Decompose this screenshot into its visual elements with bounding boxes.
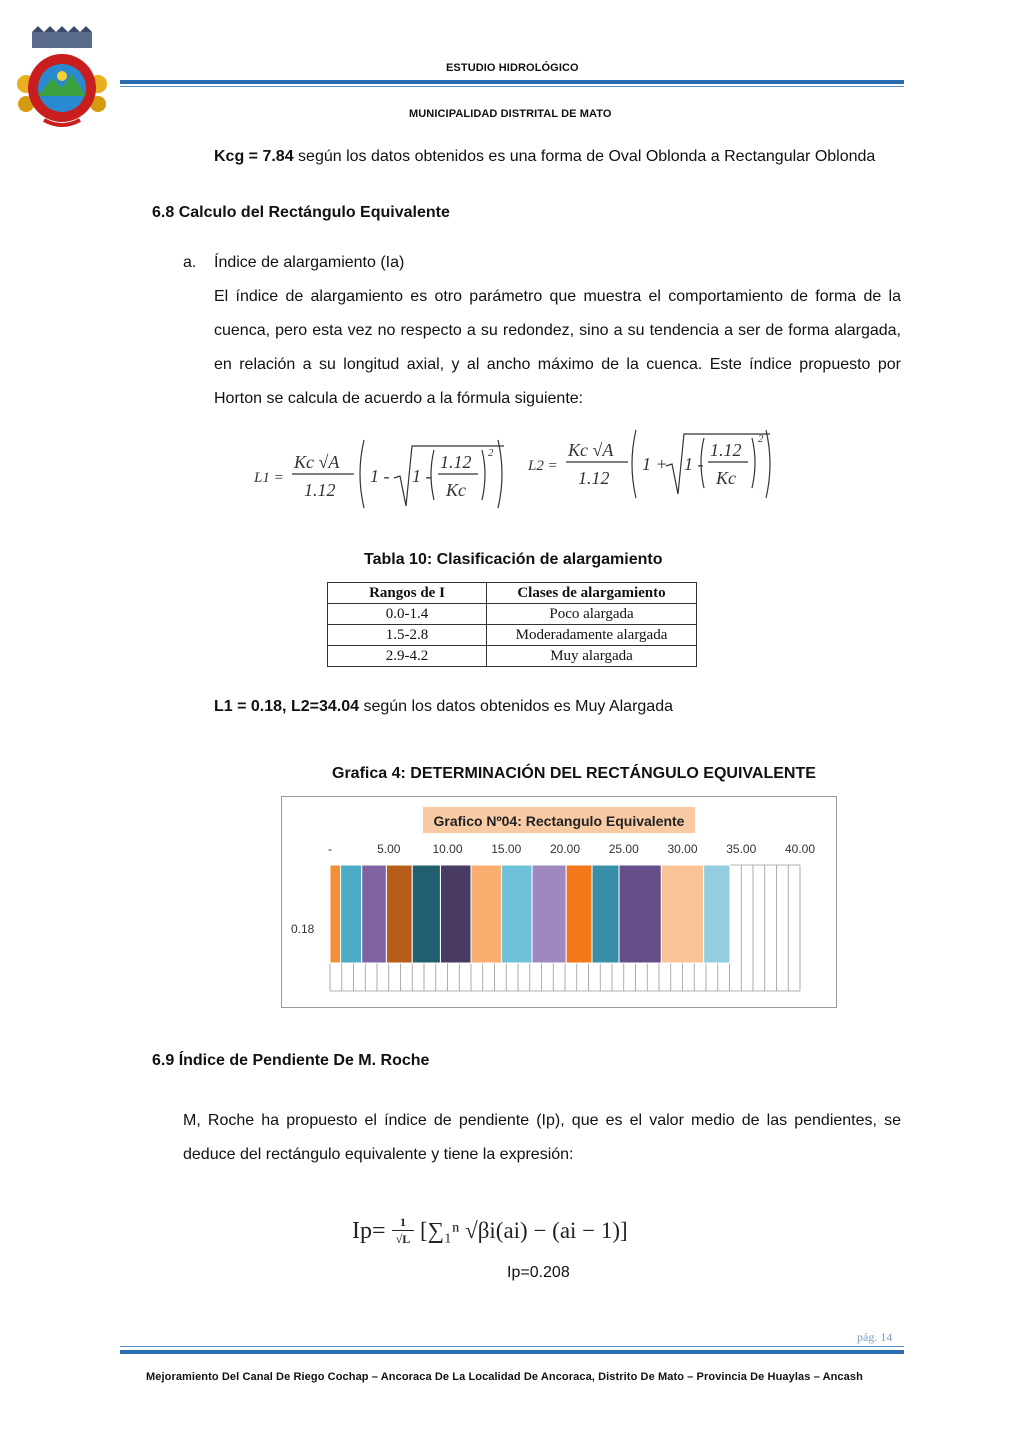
equivalent-rectangle-chart (281, 796, 837, 1008)
elongation-table (327, 582, 697, 667)
chart-bar-segment (704, 865, 730, 963)
elongation-formula (252, 426, 782, 514)
roche-frac-num: 1 (392, 1214, 414, 1231)
formula-l2-num: Kc √A (568, 440, 614, 460)
chart-bar-segment (362, 865, 387, 963)
chart-bar-segment (592, 865, 619, 963)
table-row (328, 625, 697, 646)
crest-icon (14, 26, 110, 134)
page-number: pág. 14 (857, 1330, 893, 1344)
formula-l2-label: L2 = (528, 458, 558, 474)
chart-y-label: 0.18 (291, 922, 315, 936)
formula-l1-num: Kc √A (294, 452, 340, 472)
l-result-value: L1 = 0.18, L2=34.04 (214, 698, 359, 715)
formula-l2-den: 1.12 (578, 468, 610, 488)
header-subtitle: MUNICIPALIDAD DISTRITAL DE MATO (409, 108, 612, 120)
ip-result: Ip=0.208 (507, 1264, 570, 1281)
formula-l2-op: 1 + (642, 454, 668, 474)
chart-tick-label: 20.00 (549, 842, 581, 856)
formula-l2-inner: 1 - (684, 454, 704, 474)
chart-bar-segment (661, 865, 703, 963)
table-cell: Muy alargada (487, 646, 697, 667)
l-result-text: según los datos obtenidos es Muy Alargada (359, 698, 673, 715)
chart-tick-label: 15.00 (491, 842, 522, 856)
grafica-4-caption: Grafica 4: DETERMINACIÓN DEL RECTÁNGULO EQUIVALENTE (332, 765, 816, 782)
chart-bar-segment (440, 865, 471, 963)
header-title: ESTUDIO HIDROLÓGICO (446, 62, 579, 74)
table-cell: 1.5-2.8 (328, 625, 487, 646)
header-divider (120, 80, 904, 84)
chart-svg (282, 797, 836, 1007)
chart-title: Grafico Nº04: Rectangulo Equivalente (433, 813, 685, 829)
chart-bar-segment (566, 865, 592, 963)
crest-logo (14, 26, 110, 134)
footer-divider (120, 1350, 904, 1354)
formula-l1-frac-num: 1.12 (440, 452, 472, 472)
formula-l2-frac-den: Kc (716, 468, 736, 488)
formula-l1-inner: 1 - (412, 466, 432, 486)
chart-tick-label: 30.00 (667, 842, 698, 856)
chart-tick-label: 40.00 (784, 842, 816, 856)
formula-l1-frac-den: Kc (446, 480, 466, 500)
chart-tick-label: - (328, 842, 332, 856)
roche-formula (352, 1212, 682, 1260)
section-6-9-title: 6.9 Índice de Pendiente De M. Roche (152, 1052, 430, 1069)
item-a-marker: a. (183, 254, 197, 271)
paragraph-line: en relación a su longitud axial, y al ancho máximo de la cuenca. Este índice propuesto por (214, 356, 901, 373)
formula-l1-op: 1 - (370, 466, 390, 486)
chart-bar-segment (412, 865, 440, 963)
table-header-cell: Clases de alargamiento (487, 583, 697, 604)
table-header-cell: Rangos de I (328, 583, 487, 604)
footer-text: Mejoramiento Del Canal De Riego Cochap – Ancoraca De La Localidad De Ancoraca, Distrito De Mato – Provincia De Huaylas – Ancash (146, 1371, 863, 1383)
chart-tick-label: 5.00 (377, 842, 401, 856)
table-cell: Poco alargada (487, 604, 697, 625)
chart-bar-segment (619, 865, 661, 963)
chart-bar-segment (532, 865, 566, 963)
roche-formula-lhs: Ip= (352, 1218, 386, 1244)
chart-tick-label: 10.00 (432, 842, 463, 856)
formula-l2-frac-num: 1.12 (710, 440, 742, 460)
paragraph-line: M, Roche ha propuesto el índice de pendiente (Ip), que es el valor medio de las pendientes, se (183, 1112, 901, 1129)
formula-l1-exp: 2 (488, 447, 494, 459)
paragraph-6-9 (183, 1104, 901, 1172)
chart-bar-segment (330, 865, 341, 963)
chart-bar-segment (341, 865, 362, 963)
paragraph-line: Horton se calcula de acuerdo a la fórmula siguiente: (214, 390, 584, 407)
chart-bar-segment (386, 865, 412, 963)
paragraph-line: cuenca, pero esta vez no respecto a su redondez, sino a su tendencia a ser de forma alargada, (214, 322, 901, 339)
chart-bar-segment (471, 865, 502, 963)
roche-formula-rhs: [∑₁ⁿ √βi(ai) − (ai − 1)] (420, 1218, 628, 1243)
kcg-line (214, 140, 875, 174)
kcg-value: Kcg = 7.84 (214, 148, 294, 165)
chart-tick-label: 35.00 (726, 842, 757, 856)
table-cell: 2.9-4.2 (328, 646, 487, 667)
roche-frac-den: √L (395, 1232, 411, 1246)
formula-graphic (252, 426, 782, 514)
header-divider-thin (120, 86, 904, 87)
formula-l1-den: 1.12 (304, 480, 336, 500)
kcg-text: según los datos obtenidos es una forma de Oval Oblonda a Rectangular Oblonda (293, 148, 876, 165)
item-a-title: Índice de alargamiento (Ia) (214, 254, 405, 271)
formula-l2-exp: 2 (758, 433, 764, 445)
roche-formula-frac (392, 1214, 414, 1247)
l-result-line (214, 690, 673, 724)
table-row (328, 646, 697, 667)
table-header-row (328, 583, 697, 604)
paragraph-line: deduce del rectángulo equivalente y tiene la expresión: (183, 1146, 574, 1163)
paragraph-line: El índice de alargamiento es otro parámetro que muestra el comportamiento de forma de la (214, 288, 901, 305)
footer-divider-thin (120, 1346, 904, 1347)
chart-tick-label: 25.00 (608, 842, 639, 856)
table-cell: Moderadamente alargada (487, 625, 697, 646)
table-row (328, 604, 697, 625)
section-6-8-title: 6.8 Calculo del Rectángulo Equivalente (152, 204, 450, 221)
table-10-caption: Tabla 10: Clasificación de alargamiento (364, 551, 663, 568)
paragraph-6-8 (214, 280, 901, 416)
table-cell: 0.0-1.4 (328, 604, 487, 625)
formula-l1-label: L1 = (254, 470, 284, 486)
chart-bar-segment (502, 865, 533, 963)
